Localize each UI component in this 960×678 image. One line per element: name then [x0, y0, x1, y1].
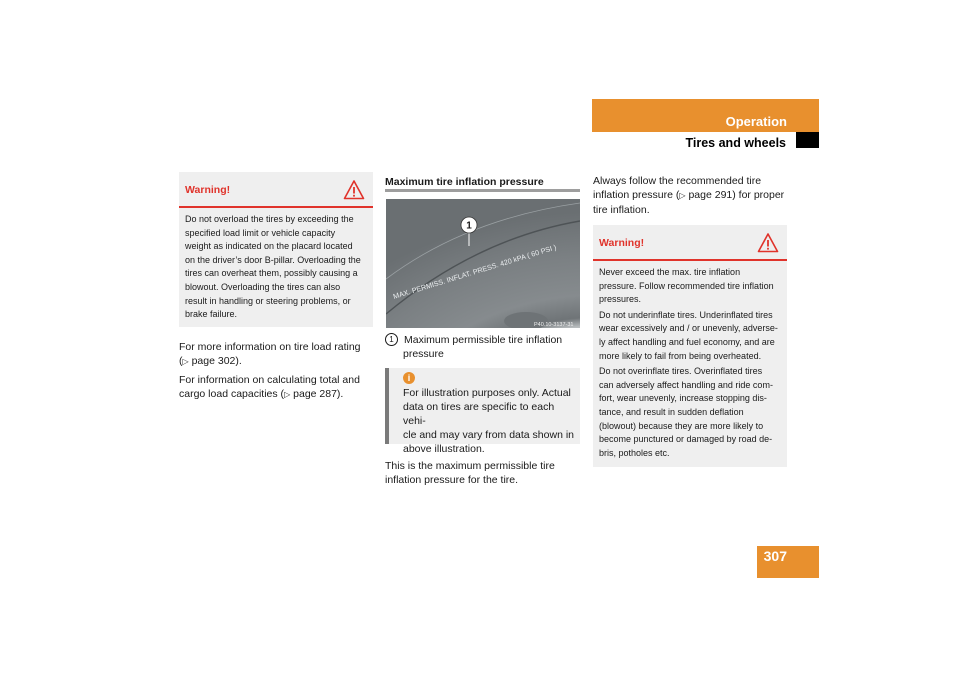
photo-callout-number: 1 — [466, 220, 472, 232]
warning-line: brake failure. — [185, 309, 238, 320]
info-line: above illustration. — [403, 443, 485, 455]
warning-line: tance, and result in sudden deflation — [599, 406, 744, 417]
callout-text: Maximum permissible tire inflation — [404, 334, 563, 346]
warning-line: Do not overload the tires by exceeding the — [185, 214, 354, 224]
warning-line: fort, wear unevenly, increase stopping dis- — [599, 393, 767, 404]
warning-triangle-icon — [343, 179, 365, 201]
callout-legend — [385, 333, 580, 361]
warning-line: tires can overheat them, possibly causing a — [185, 268, 358, 279]
text-line: Always follow the recommended tire — [593, 175, 762, 187]
warning-text — [593, 261, 787, 468]
page-reference-link[interactable]: page 291) for proper — [688, 189, 785, 201]
info-text — [403, 386, 578, 456]
warning-box-right — [593, 225, 787, 467]
page-number: 307 — [763, 548, 787, 564]
warning-line: pressure. Follow recommended tire inflation — [599, 280, 774, 291]
warning-line: weight as indicated on the placard located — [185, 241, 353, 252]
warning-title: Warning! — [599, 237, 645, 249]
header-marker — [796, 132, 819, 148]
warning-line: become punctured or damaged by road de- — [599, 434, 773, 445]
warning-line: result in handling or steering problems, or — [185, 295, 351, 306]
warning-line: more likely to fail from being overheated. — [599, 350, 762, 361]
warning-line: blowout. Overloading the tires can also — [185, 281, 341, 292]
middle-body-text — [385, 459, 585, 487]
section-heading: Maximum tire inflation pressure — [385, 176, 544, 188]
page-reference-link[interactable]: page 287). — [293, 388, 344, 400]
warning-line: specified load limit or vehicle capacity — [185, 227, 336, 238]
text-line: inflation pressure ( — [593, 189, 680, 201]
info-bar — [385, 368, 389, 444]
tire-sidewall-image — [386, 199, 580, 328]
warning-line: bris, potholes etc. — [599, 447, 670, 458]
text-line: tire inflation. — [593, 204, 650, 216]
right-body-text — [593, 174, 793, 217]
page-reference-arrow-icon: ▷ — [679, 191, 686, 200]
text-line: For more information on tire load rating — [179, 341, 361, 353]
info-icon: i — [403, 372, 415, 384]
left-body-text — [179, 340, 379, 406]
warning-line: ly affect handling and fuel economy, and are — [599, 336, 775, 347]
warning-line: Never exceed the max. tire inflation — [599, 267, 741, 277]
info-box — [385, 368, 580, 455]
info-line: For illustration purposes only. Actual — [403, 387, 571, 399]
warning-line: can adversely affect handling and ride com- — [599, 379, 773, 390]
text-line: inflation pressure for the tire. — [385, 474, 519, 486]
photo-sidewall-text: MAX. PERMISS. INFLAT. PRESS. 420 kPA ( 60 PSI ) — [391, 242, 558, 301]
warning-line: wear excessively and / or unevenly, adverse- — [599, 323, 778, 334]
warning-line: on the driver’s door B-pillar. Overloading the — [185, 254, 361, 265]
text-line: cargo load capacities ( — [179, 388, 285, 400]
section-subtitle: Tires and wheels — [685, 136, 786, 150]
warning-title: Warning! — [185, 184, 231, 196]
heading-rule — [385, 189, 580, 192]
info-line: data on tires are specific to each vehi- — [403, 401, 555, 427]
warning-line: (blowout) because they are more likely to — [599, 420, 764, 431]
text-line: For information on calculating total and — [179, 374, 360, 386]
page-reference-arrow-icon: ▷ — [182, 357, 189, 366]
photo-code: P40.10-3137-31 — [534, 322, 574, 328]
info-line: cle and may vary from data shown in — [403, 429, 574, 441]
warning-box-left — [179, 172, 373, 327]
warning-line: pressures. — [599, 294, 642, 305]
chapter-title: Operation — [725, 114, 787, 129]
page-reference-arrow-icon: ▷ — [284, 390, 291, 399]
text-line: This is the maximum permissible tire — [385, 460, 555, 472]
callout-number-icon: 1 — [385, 333, 398, 346]
warning-line: Do not overinflate tires. Overinflated tires — [599, 366, 763, 377]
page-reference-link[interactable]: page 302). — [191, 355, 242, 367]
warning-triangle-icon — [757, 232, 779, 254]
tire-sidewall-photo — [386, 199, 580, 328]
callout-text: pressure — [403, 348, 444, 360]
warning-text — [179, 208, 373, 328]
warning-line: Do not underinflate tires. Underinflated tires — [599, 309, 773, 320]
open-paren: ( — [179, 355, 183, 367]
